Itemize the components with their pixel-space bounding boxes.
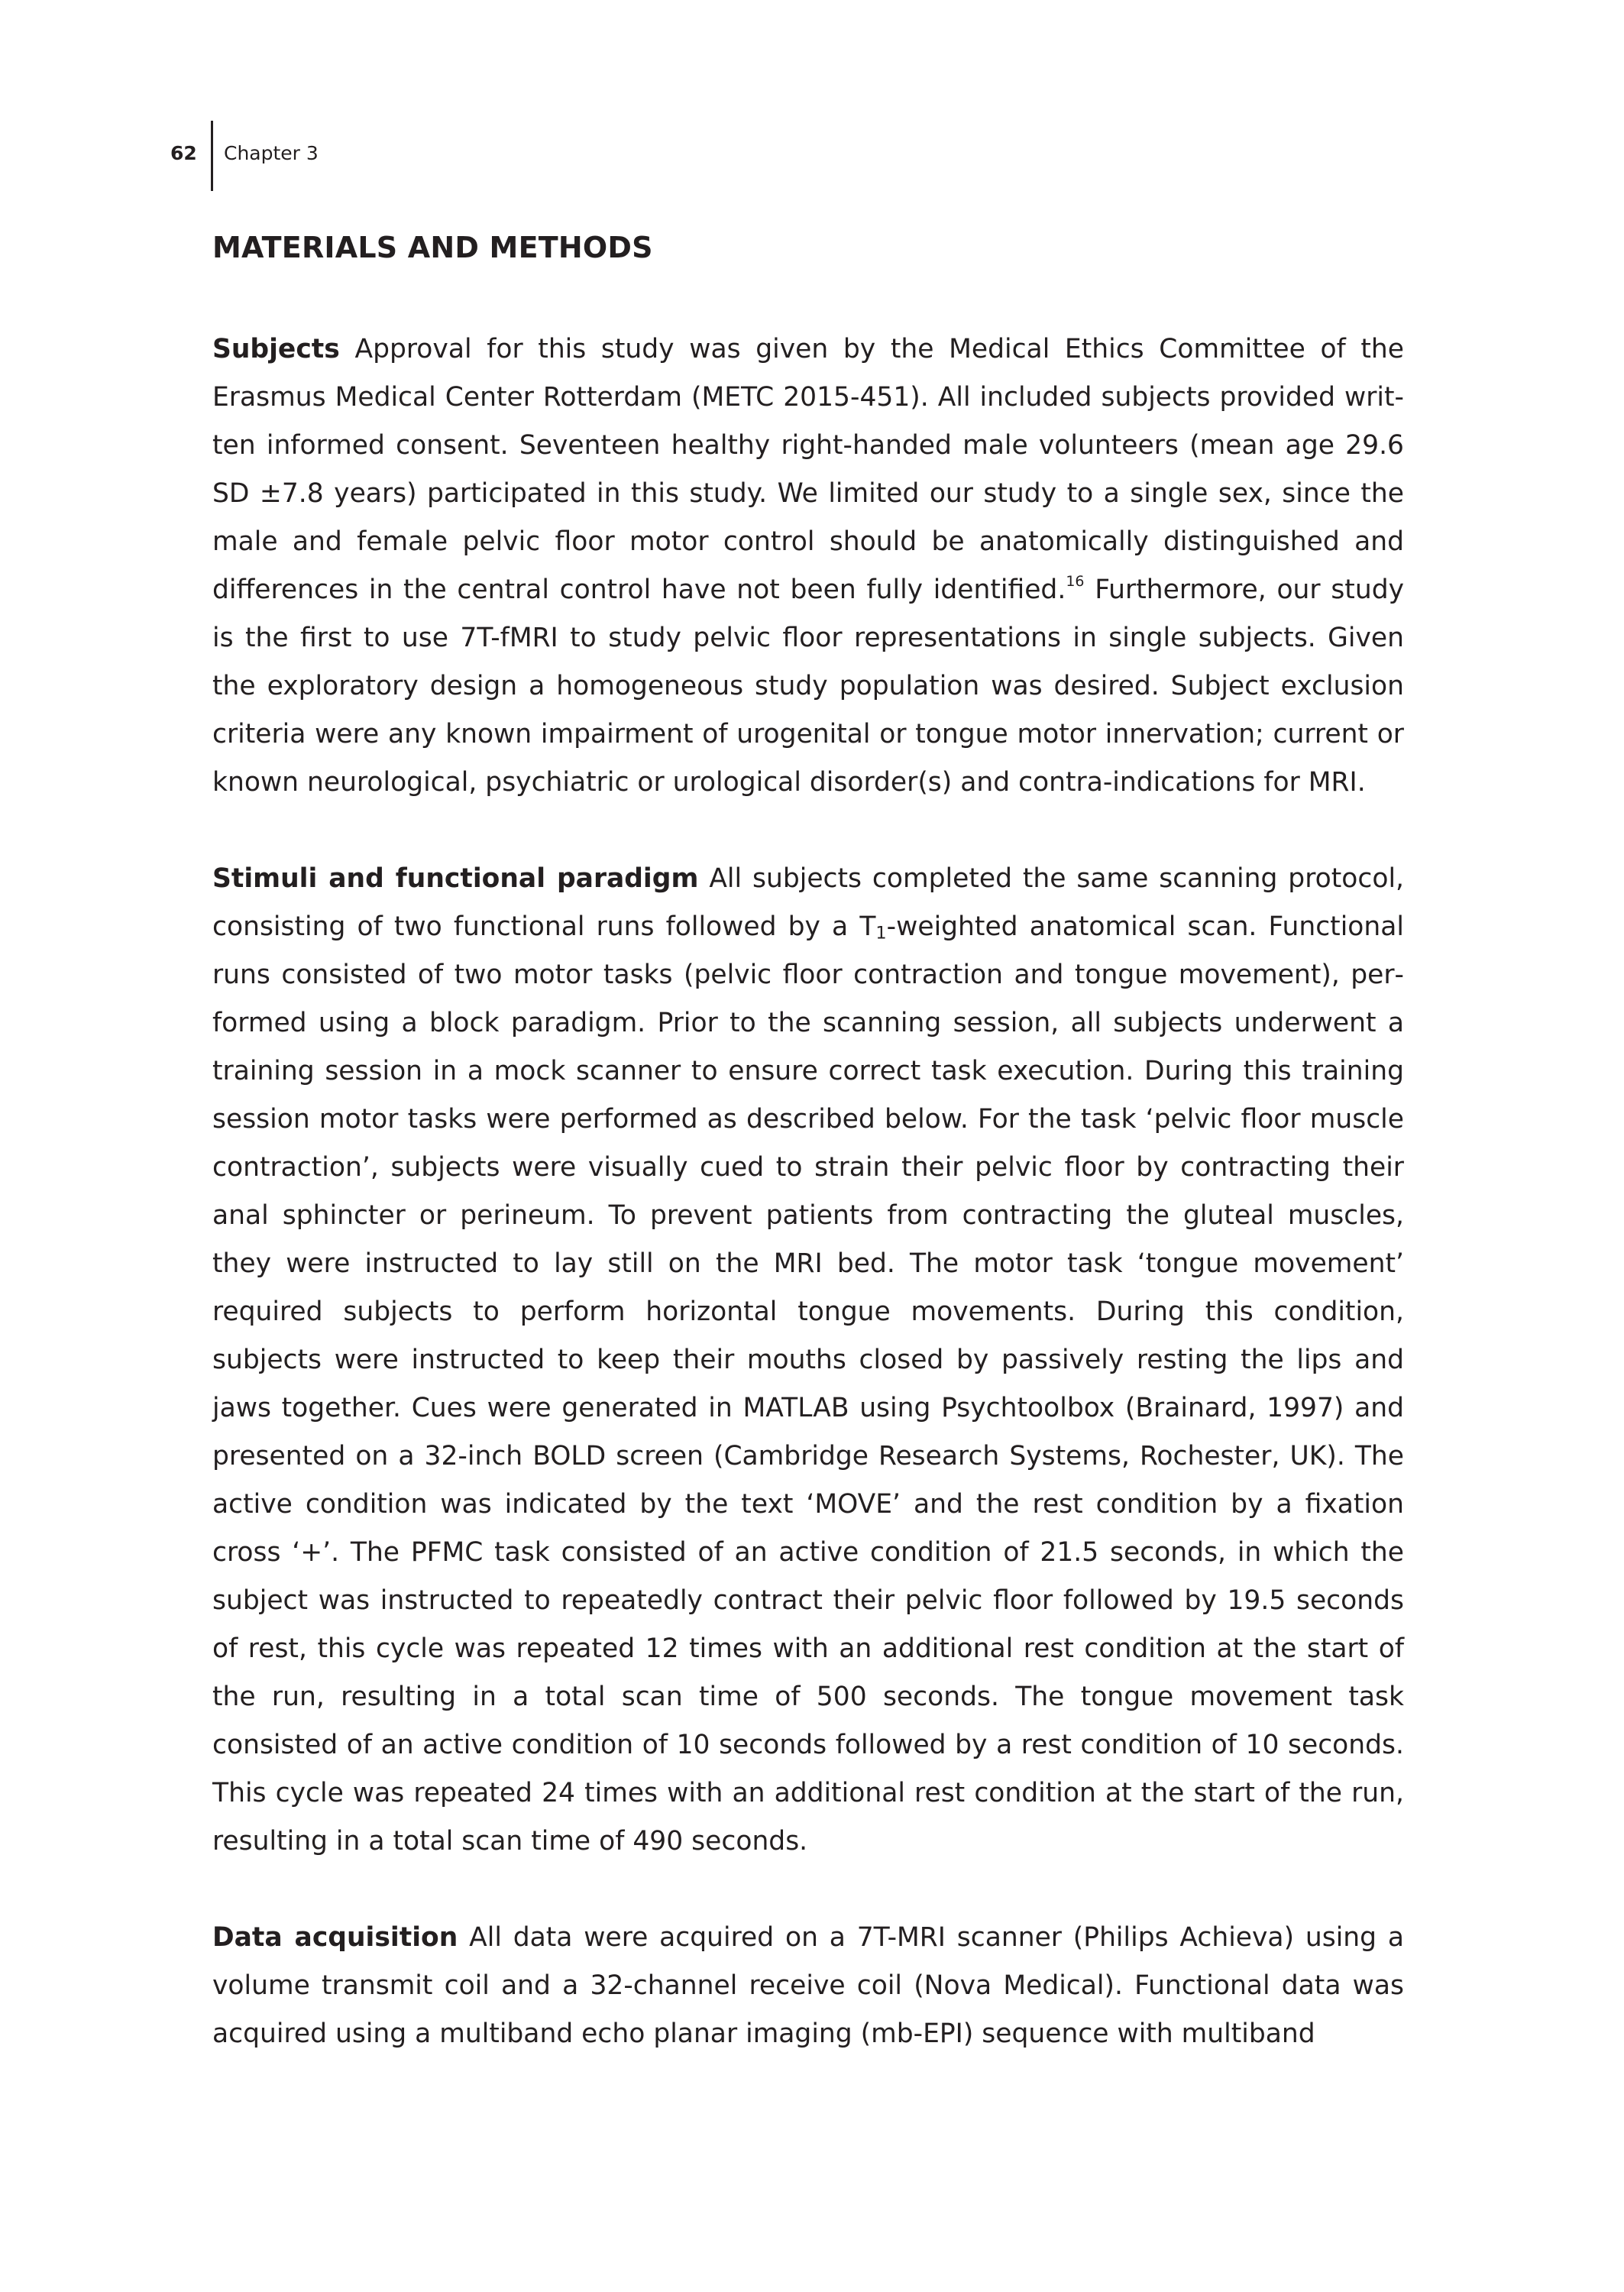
stimuli-text-part-2: -weighted anatomical scan. Functional runs consisted of two motor tasks (pelvic floor contraction and tongue movement), performed using a block paradigm. Prior to the scanning session, all subjects underwent a training session in a mock scanner to ensure correct task execution. During this training session motor tasks were performed as described below. For the task ‘pelvic floor muscle contraction’, subjects were visually cued to strain their pelvic floor by contracting their anal sphincter or perineum. To prevent patients from contracting the gluteal muscles, they were instructed to lay still on the MRI bed. The motor task ‘tongue movement’ required subjects to perform horizontal tongue movements. During this condition, subjects were instructed to keep their mouths closed by passively resting the lips and jaws together. Cues were generated in MATLAB using Psychtoolbox (Brainard, 1997) and presented on a 32-inch BOLD screen (Cambridge Research Systems, Rochester, UK). The active condition was indicated by the text ‘MOVE’ and the rest condition by a fixation cross ‘+’. The PFMC task consisted of an active condition of 21.5 seconds, in which the subject was instructed to repeatedly contract their pelvic floor followed by 19.5 seconds of rest, this cycle was repeated 12 times with an additional rest condition at the start of the run, resulting in a total scan time of 500 seconds. The tongue movement task consisted of an active condition of 10 seconds followed by a rest condition of 10 seconds. This cycle was repeated 24 times with an additional rest condition at the start of the run, resulting in a total scan time of 490 seconds. <box>212 911 1404 1857</box>
header-divider <box>211 121 213 191</box>
acquisition-text: All data were acquired on a 7T-MRI scanner (Philips Achieva) using a volume transmit coil and a 32-channel receive coil (Nova Medical). Functional data was acquired using a multiband echo planar imaging (mb-EPI) sequence with multiband <box>212 1922 1404 2049</box>
t1-subscript: 1 <box>875 923 887 944</box>
subjects-paragraph <box>212 325 1404 807</box>
acquisition-heading: Data acquisition <box>212 1922 458 1953</box>
section-title: MATERIALS AND METHODS <box>212 231 653 264</box>
stimuli-heading: Stimuli and functional paradigm <box>212 863 699 894</box>
subjects-text-part-2: Furthermore, our study is the first to use 7T-fMRI to study pelvic floor representations in single subjects. Given the exploratory design a homogeneous study population was desired. Subject exclusion criteria were any known impairment of urogenital or tongue motor innervation; current or known neurological, psychiatric or urological disorder(s) and contra-indications for MRI. <box>212 575 1405 798</box>
subjects-text-part-1: Approval for this study was given by the Medical Ethics Committee of the Erasmus Medical Center Rotterdam (METC 2015-451). All included subjects provided written informed consent. Seventeen healthy right-handed male volunteers (mean age 29.6 SD ±7.8 years) participated in this study. We limited our study to a single sex, since the male and female pelvic floor motor control should be anatomically distinguished and differences in the central control have not been fully identified. <box>212 334 1404 605</box>
stimuli-text-part-1: All subjects completed the same scanning protocol, consisting of two functional runs followed by a T <box>212 863 1404 942</box>
page-number: 62 <box>170 142 197 164</box>
running-head <box>157 121 462 191</box>
subjects-heading: Subjects <box>212 334 340 364</box>
acquisition-paragraph <box>212 1914 1404 2058</box>
reference-superscript: 16 <box>1066 572 1085 590</box>
stimuli-paragraph <box>212 855 1404 1866</box>
body-text <box>212 325 1404 2106</box>
chapter-label: Chapter 3 <box>224 142 319 164</box>
